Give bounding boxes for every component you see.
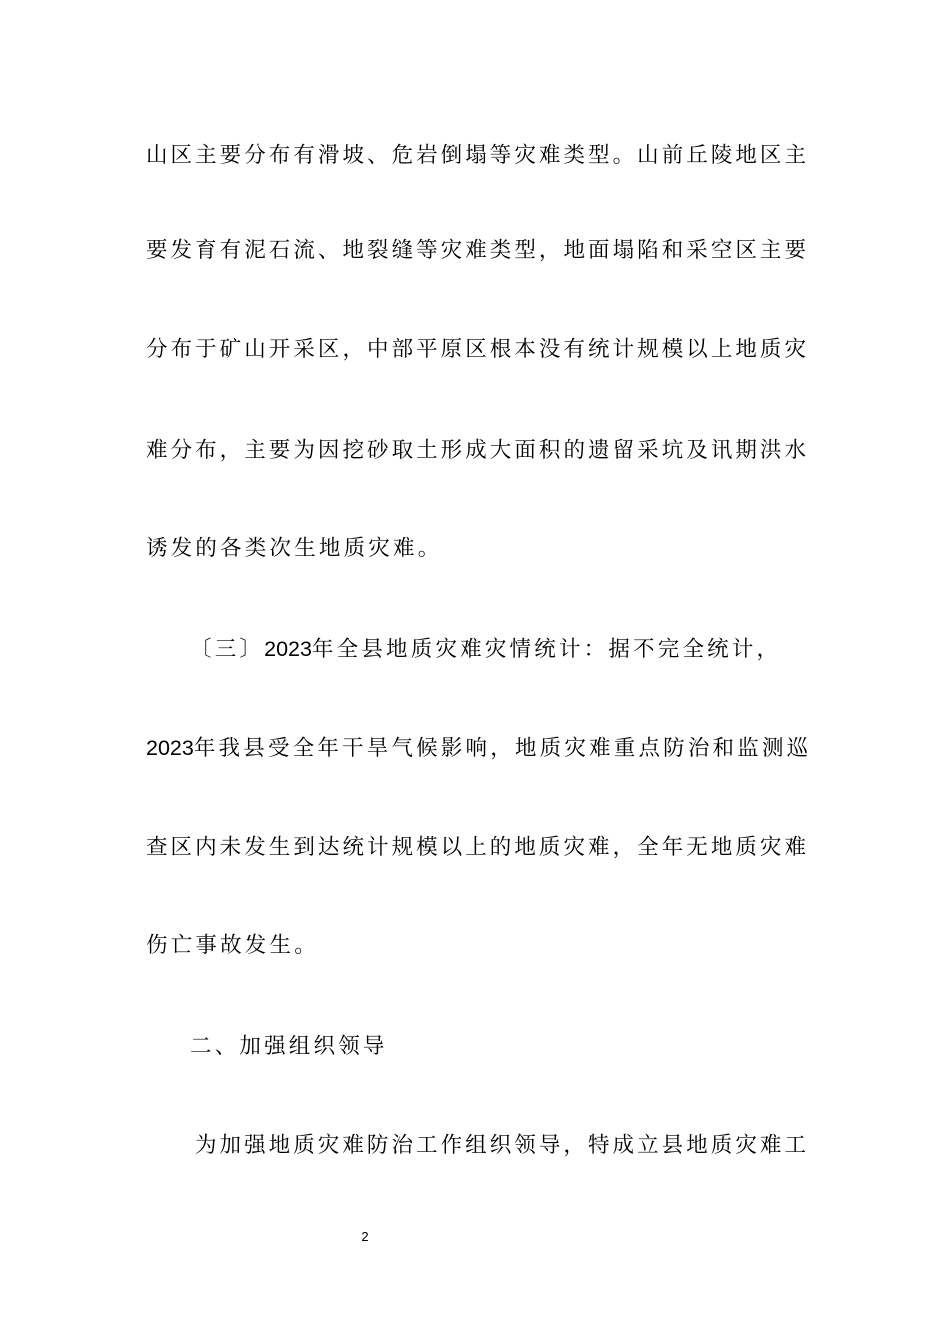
line-text: 年全县地质灾难灾情统计：据不完全统计， (311, 637, 782, 662)
paragraph-line: 山区主要分布有滑坡、危岩倒塌等灾难类型。山前丘陵地区主 (146, 143, 806, 168)
paragraph-line: 诱发的各类次生地质灾难。 (146, 536, 443, 561)
paragraph-line (146, 733, 812, 764)
paragraph-line (190, 634, 806, 665)
paragraph-line: 要发育有泥石流、地裂缝等灾难类型，地面塌陷和采空区主要 (146, 238, 806, 263)
section-heading: 二、加强组织领导 (190, 1034, 388, 1059)
paragraph-line: 伤亡事故发生。 (146, 933, 319, 958)
paragraph-line: 难分布，主要为因挖砂取土形成大面积的遗留采坑及讯期洪水 (146, 438, 806, 463)
paragraph-line: 为加强地质灾难防治工作组织领导，特成立县地质灾难工 (195, 1133, 806, 1158)
paragraph-line: 查区内未发生到达统计规模以上的地质灾难，全年无地质灾难 (146, 835, 806, 860)
line-text: 年我县受全年干旱气候影响，地质灾难重点防治和监测巡 (193, 736, 812, 761)
section-marker: 〔三〕 (190, 637, 265, 662)
page-number: 2 (361, 1229, 369, 1244)
year-number: 2023 (146, 736, 194, 760)
paragraph-line: 分布于矿山开采区，中部平原区根本没有统计规模以上地质灾 (146, 337, 806, 362)
year-number: 2023 (264, 637, 312, 661)
